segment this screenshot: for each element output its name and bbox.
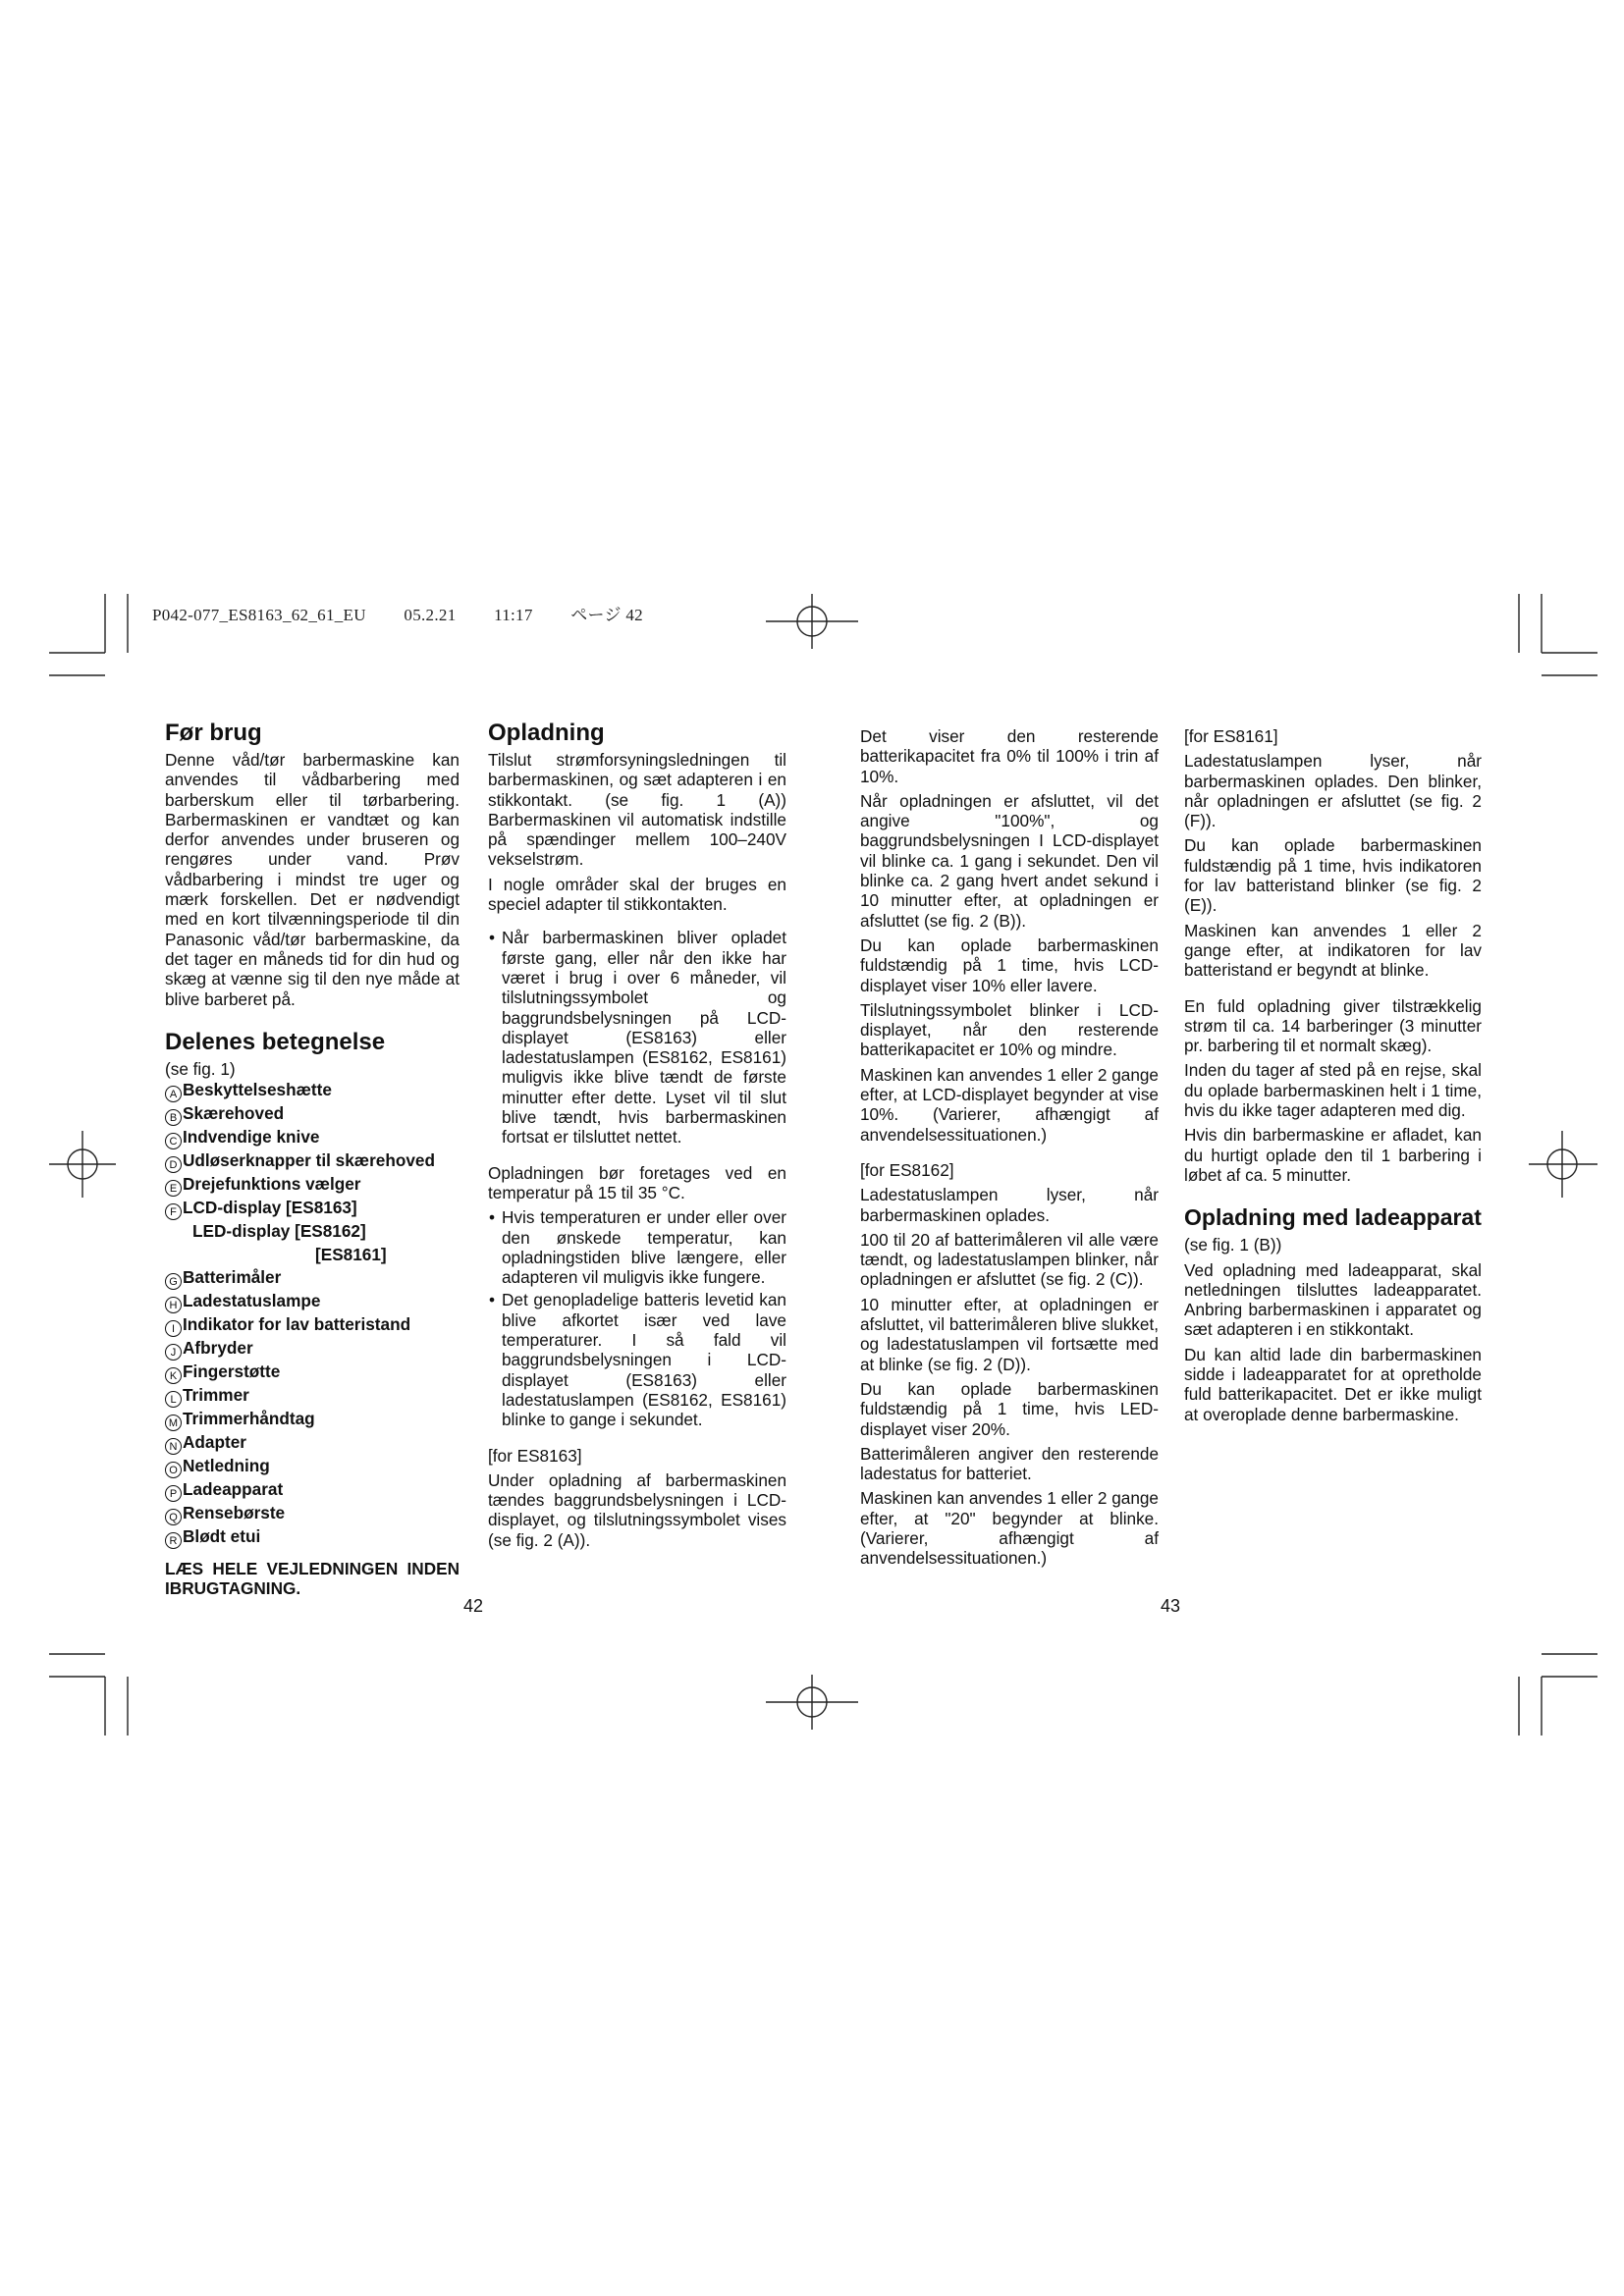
model-label: [for ES8163] [488, 1445, 582, 1466]
figure-ref: (se fig. 1 (B)) [1184, 1235, 1282, 1255]
circled-letter-icon: O [165, 1462, 182, 1478]
read-instructions-notice: LÆS HELE VEJLEDNINGEN INDEN IBRUGTAGNING. [165, 1559, 460, 1599]
paragraph: Det viser den resterende batterikapacitet fra 0% til 100% i trin af 10%. [860, 726, 1159, 786]
paragraph: Når opladningen er afsluttet, vil det angive "100%", og baggrundsbelysningen I LCD-displayet vil blinke ca. 1 gang i sekundet. Den vil blinke ca. 2 gang hvert andet sekund i 10 minutter efter, at opladningen er afsluttet (se fig. 2 (B)). [860, 790, 1159, 931]
part-label: Indvendige knive [183, 1127, 320, 1148]
model-label: [for ES8161] [1184, 726, 1278, 746]
paragraph: Under opladning af barbermaskinen tændes baggrundsbelysningen i LCD-displayet, og tilslutningssymbolet vises (se fig. 2 (A)). [488, 1469, 786, 1550]
parts-list [165, 1079, 460, 1549]
circled-letter-icon: P [165, 1485, 182, 1502]
part-label: Ladestatuslampe [183, 1291, 321, 1311]
parts-list-item [165, 1408, 460, 1431]
print-header-date: 05.2.21 [404, 606, 457, 624]
circled-letter-icon: E [165, 1180, 182, 1197]
parts-list-item [165, 1337, 460, 1361]
parts-list-item [165, 1079, 460, 1102]
part-label: Drejefunktions vælger [183, 1174, 361, 1195]
print-header-time: 11:17 [494, 606, 533, 624]
parts-figure-ref: (se fig. 1) [165, 1058, 236, 1079]
paragraph: Du kan oplade barbermaskinen fuldstændig på 1 time, hvis indikatoren for lav batteristand blinker (se fig. 2 (E)). [1184, 835, 1482, 916]
page-number-left: 42 [463, 1596, 484, 1616]
circled-letter-icon: Q [165, 1509, 182, 1525]
part-label: Indikator for lav batteristand [183, 1314, 411, 1335]
heading-opladning-med-ladeapparat: Opladning med ladeapparat [1184, 1204, 1482, 1231]
circled-letter-icon: C [165, 1133, 182, 1149]
part-label: Netledning [183, 1456, 270, 1476]
circled-letter-icon: M [165, 1415, 182, 1431]
registration-mark-left [49, 1131, 116, 1198]
parts-list-item [165, 1266, 460, 1290]
parts-list-item [165, 1431, 460, 1455]
circled-letter-icon: J [165, 1344, 182, 1361]
paragraph: Tilslut strømforsyningsledningen til barbermaskinen, og sæt adapteren i en stikkontakt. (se fig. 1 (A)) Barbermaskinen vil automatisk indstille på spændinger mellem 100–240V vekselstrøm. [488, 750, 786, 870]
print-header-file: P042-077_ES8163_62_61_EU [152, 606, 366, 624]
part-label: Rensebørste [183, 1503, 286, 1523]
bullet-list [488, 1207, 786, 1429]
part-label: Batterimåler [183, 1267, 282, 1288]
part-label: Adapter [183, 1432, 246, 1453]
heading-parts: Delenes betegnelse [165, 1028, 386, 1055]
paragraph: 100 til 20 af batterimåleren vil alle være tændt, og ladestatuslampen blinker, når opladningen er afsluttet (se fig. 2 (C)). [860, 1229, 1159, 1290]
part-label: Trimmer [183, 1385, 249, 1406]
circled-letter-icon: G [165, 1273, 182, 1290]
part-label: LED-display [ES8162] [192, 1221, 366, 1242]
registration-mark-right [1529, 1131, 1597, 1198]
print-header [152, 601, 677, 625]
paragraph: Ladestatuslampen lyser, når barbermaskinen oplades. [860, 1185, 1159, 1225]
parts-list-item [165, 1478, 460, 1502]
paragraph: Inden du tager af sted på en rejse, skal du oplade barbermaskinen helt i 1 time, hvis du ikke tager adapteren med dig. [1184, 1060, 1482, 1121]
part-label: Fingerstøtte [183, 1362, 281, 1382]
paragraph: Opladningen bør foretages ved en temperatur på 15 til 35 °C. [488, 1162, 786, 1202]
paragraph: Maskinen kan anvendes 1 eller 2 gange efter, at "20" begynder at blinke. (Varierer, afhængigt af anvendelsessituationen.) [860, 1488, 1159, 1569]
part-label: Beskyttelseshætte [183, 1080, 332, 1100]
parts-list-item [165, 1361, 460, 1384]
paragraph: Batterimåleren angiver den resterende ladestatus for batteriet. [860, 1443, 1159, 1484]
print-header-page: ページ 42 [570, 606, 643, 624]
parts-list-item [165, 1197, 460, 1220]
circled-letter-icon: I [165, 1320, 182, 1337]
bullet-item: • Hvis temperaturen er under eller over den ønskede temperatur, kan opladningstiden blive længere, eller adapteren vil muligvis ikke fungere. [488, 1207, 786, 1287]
part-label: Blødt etui [183, 1526, 261, 1547]
parts-list-item [165, 1102, 460, 1126]
registration-mark-bottom [766, 1675, 858, 1730]
circled-letter-icon: L [165, 1391, 182, 1408]
page-number-right: 43 [1161, 1596, 1181, 1616]
part-label: Skærehoved [183, 1103, 285, 1124]
model-label: [for ES8162] [860, 1159, 954, 1180]
circled-letter-icon: D [165, 1156, 182, 1173]
part-label: Udløserknapper til skærehoved [183, 1150, 435, 1171]
paragraph: Du kan oplade barbermaskinen fuldstændig på 1 time, hvis LED-displayet viser 20%. [860, 1378, 1159, 1439]
paragraph: Tilslutningssymbolet blinker i LCD-displayet, når den resterende batterikapacitet er 10% og mindre. [860, 999, 1159, 1060]
column-4 [1184, 726, 1482, 1429]
bullet-list [488, 928, 786, 1147]
parts-list-item [165, 1244, 460, 1267]
heading-opladning: Opladning [488, 720, 605, 746]
parts-list-item [165, 1290, 460, 1313]
circled-letter-icon: N [165, 1438, 182, 1455]
parts-list-item [165, 1502, 460, 1525]
parts-list-item [165, 1220, 460, 1244]
bullet-item: • Det genopladelige batteris levetid kan blive afkortet især ved lave temperaturer. I så fald vil baggrundsbelysningen i LCD-displayet (ES8163) eller ladestatuslampen (ES8162, ES8161) blinke to gange i sekundet. [488, 1290, 786, 1429]
column-1 [165, 720, 460, 1598]
bullet-item: • Når barbermaskinen bliver opladet første gang, eller når den ikke har været i brug i over 6 måneder, vil tilslutningssymbolet og baggrundsbelysningen på LCD-displayet (ES8163) eller ladestatuslampen (ES8162, ES8161) muligvis ikke blive tændt de første minutter efter dette. Lyset vil til slut blive tændt, hvis barbermaskinen fortsat er tilsluttet nettet. [488, 928, 786, 1147]
parts-list-item [165, 1455, 460, 1478]
column-3 [860, 726, 1159, 1574]
circled-letter-icon: K [165, 1367, 182, 1384]
paragraph: 10 minutter efter, at opladningen er afsluttet, vil batterimåleren blive slukket, og ladestatuslampen vil fortsætte med at blinke (se fig. 2 (D)). [860, 1294, 1159, 1374]
paragraph: Hvis din barbermaskine er afladet, kan du hurtigt oplade den til 1 barbering i løbet af ca. 5 minutter. [1184, 1125, 1482, 1185]
circled-letter-icon: R [165, 1532, 182, 1549]
registration-mark-top [766, 594, 858, 649]
intro-paragraph: Denne våd/tør barbermaskine kan anvendes til vådbarbering med barberskum eller til tørbarbering. Barbermaskinen er vandtæt og kan derfor anvendes under bruseren og rengøres under vand. Prøv vådbarbering i mindst tre uger og mærk forskellen. Det er nødvendigt med en kort tilvænningsperiode til din Panasonic våd/tør barbermaskine, da det tager en måneds tid for din hud og skæg at vænne sig til den nye måde at blive barberet på. [165, 750, 460, 1009]
paragraph: Ladestatuslampen lyser, når barbermaskinen oplades. Den blinker, når opladningen er afsluttet (se fig. 2 (F)). [1184, 751, 1482, 831]
parts-list-item [165, 1313, 460, 1337]
heading-for-brug: Før brug [165, 720, 262, 746]
paragraph: I nogle områder skal der bruges en speciel adapter til stikkontakten. [488, 874, 786, 915]
paragraph: Maskinen kan anvendes 1 eller 2 gange efter, at indikatoren for lav batteristand er begyndt at blinke. [1184, 920, 1482, 981]
parts-list-item [165, 1126, 460, 1149]
paragraph: Du kan altid lade din barbermaskinen sidde i ladeapparatet for at opretholde fuld batterikapacitet. Det er ikke muligt at overoplade denne barbermaskine. [1184, 1344, 1482, 1424]
parts-list-item [165, 1525, 460, 1549]
part-label: [ES8161] [315, 1244, 387, 1264]
circled-letter-icon: A [165, 1086, 182, 1102]
parts-list-item [165, 1384, 460, 1408]
circled-letter-icon: B [165, 1109, 182, 1126]
parts-list-item [165, 1173, 460, 1197]
part-label: Ladeapparat [183, 1479, 284, 1500]
part-label: LCD-display [ES8163] [183, 1198, 357, 1218]
paragraph: Maskinen kan anvendes 1 eller 2 gange efter, at LCD-displayet begynder at vise 10%. (Varierer, afhængigt af anvendelsessituationen.) [860, 1064, 1159, 1145]
circled-letter-icon: F [165, 1203, 182, 1220]
parts-list-item [165, 1149, 460, 1173]
paragraph: Ved opladning med ladeapparat, skal netledningen tilsluttes ladeapparatet. Anbring barbermaskinen i apparatet og sæt adapteren i en stikkontakt. [1184, 1259, 1482, 1340]
paragraph: Du kan oplade barbermaskinen fuldstændig på 1 time, hvis LCD-displayet viser 10% eller lavere. [860, 934, 1159, 995]
column-2 [488, 720, 786, 1555]
part-label: Afbryder [183, 1338, 253, 1359]
circled-letter-icon: H [165, 1297, 182, 1313]
part-label: Trimmerhåndtag [183, 1409, 315, 1429]
paragraph: En fuld opladning giver tilstrækkelig strøm til ca. 14 barberinger (3 minutter pr. barbering til et normalt skæg). [1184, 995, 1482, 1056]
